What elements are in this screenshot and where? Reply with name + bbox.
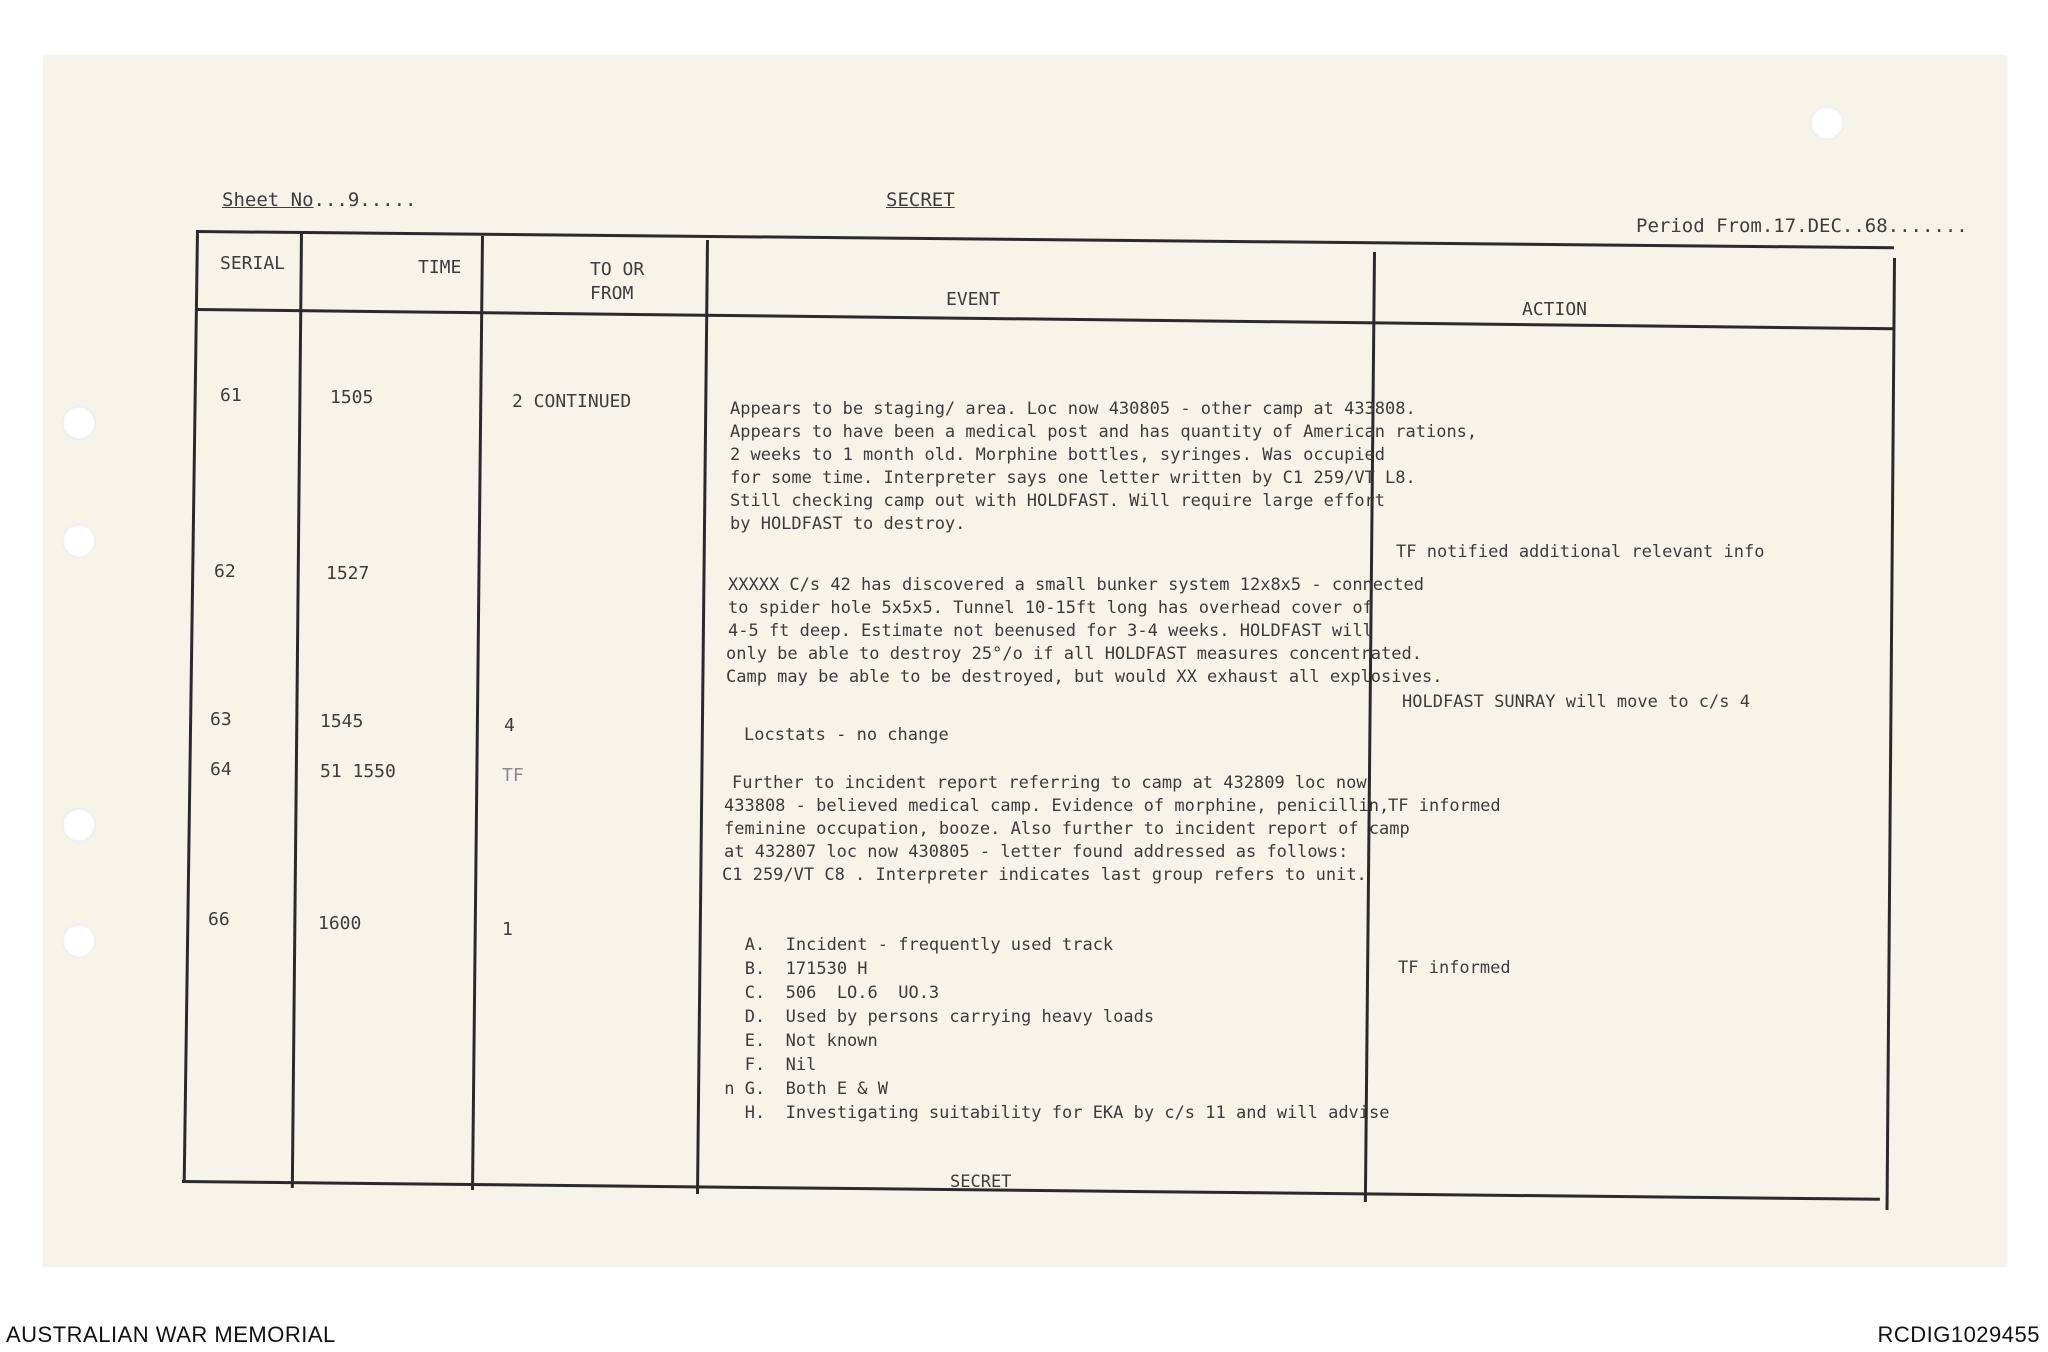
classification-top: SECRET	[886, 189, 955, 211]
event-line: C. 506 LO.6 UO.3	[714, 983, 940, 1003]
event-line: to spider hole 5x5x5. Tunnel 10-15ft long has overhead cover of	[728, 598, 1373, 618]
event-line: Appears to have been a medical post and has quantity of American rations,	[730, 422, 1478, 442]
entry-time: 1505	[330, 387, 374, 408]
event-line: F. Nil	[714, 1055, 817, 1075]
entry-to-from: TF	[502, 765, 524, 786]
column-header-action: ACTION	[1522, 299, 1588, 320]
entry-serial: 66	[208, 909, 230, 930]
punch-hole	[62, 808, 96, 842]
entry-time: 1545	[320, 711, 364, 732]
event-line: at 432807 loc now 430805 - letter found addressed as follows:	[724, 842, 1349, 862]
entry-serial: 62	[214, 561, 236, 582]
event-line: for some time. Interpreter says one letter written by C1 259/VT L8.	[730, 468, 1416, 488]
punch-hole	[62, 524, 96, 558]
event-line: Appears to be staging/ area. Loc now 430805 - other camp at 433808.	[730, 399, 1416, 419]
event-line: H. Investigating suitability for EKA by c/s 11 and will advise	[714, 1103, 1390, 1123]
entry-action: TF informed	[1388, 796, 1501, 816]
entry-action: TF informed	[1398, 958, 1511, 978]
event-line: C1 259/VT C8 . Interpreter indicates last group refers to unit.	[722, 865, 1367, 885]
event-line: 4-5 ft deep. Estimate not beenused for 3-4 weeks. HOLDFAST will	[728, 621, 1373, 641]
event-line: Further to incident report referring to camp at 432809 loc now	[732, 773, 1367, 793]
entry-serial: 64	[210, 759, 232, 780]
sheet-number-value: ...9.....	[313, 189, 417, 211]
entry-serial: 61	[220, 385, 242, 406]
entry-time: 1527	[326, 563, 370, 584]
event-line: n G. Both E & W	[714, 1079, 888, 1099]
event-line: XXXXX C/s 42 has discovered a small bunker system 12x8x5 - connected	[728, 575, 1424, 595]
event-line: 433808 - believed medical camp. Evidence of morphine, penicillin,	[724, 796, 1390, 816]
event-line: feminine occupation, booze. Also further to incident report of camp	[724, 819, 1410, 839]
event-line: by HOLDFAST to destroy.	[730, 514, 966, 534]
entry-action: HOLDFAST SUNRAY will move to c/s 4	[1402, 692, 1750, 712]
event-line: Still checking camp out with HOLDFAST. Will require large effort	[730, 491, 1386, 511]
punch-hole	[62, 406, 96, 440]
footer-institution: AUSTRALIAN WAR MEMORIAL	[6, 1322, 336, 1347]
event-line: 2 weeks to 1 month old. Morphine bottles, syringes. Was occupied	[730, 445, 1386, 465]
period-value: .17.DEC..68.......	[1761, 215, 1968, 237]
entry-action: TF notified additional relevant info	[1396, 542, 1765, 562]
period-label: Period From	[1636, 215, 1762, 237]
event-line: only be able to destroy 25°/o if all HOLDFAST measures concentrated.	[726, 644, 1422, 664]
sheet-number	[222, 188, 416, 212]
event-line: A. Incident - frequently used track	[714, 935, 1114, 955]
entry-time: 1600	[318, 913, 362, 934]
column-header-to-or: TO OR	[590, 259, 645, 280]
punch-hole	[1810, 106, 1844, 140]
event-line: D. Used by persons carrying heavy loads	[714, 1007, 1155, 1027]
event-line: Locstats - no change	[744, 725, 949, 745]
entry-serial: 63	[210, 709, 232, 730]
event-line: E. Not known	[714, 1031, 878, 1051]
column-header-time: TIME	[418, 257, 462, 278]
entry-time: 51 1550	[320, 761, 396, 782]
punch-hole	[62, 924, 96, 958]
event-line: B. 171530 H	[714, 959, 868, 979]
entry-to-from: 4	[504, 715, 515, 736]
classification-bottom: SECRET	[950, 1172, 1012, 1192]
column-header-serial: SERIAL	[220, 253, 286, 274]
footer-reference: RCDIG1029455	[1877, 1322, 2040, 1347]
period-from	[1636, 214, 1968, 238]
column-header-from: FROM	[590, 283, 634, 304]
entry-to-from: 1	[502, 919, 513, 940]
column-header-event: EVENT	[946, 289, 1001, 310]
event-line: Camp may be able to be destroyed, but would XX exhaust all explosives.	[726, 667, 1443, 687]
sheet-number-label: Sheet No	[222, 189, 314, 211]
entry-to-from: 2 CONTINUED	[512, 391, 632, 412]
